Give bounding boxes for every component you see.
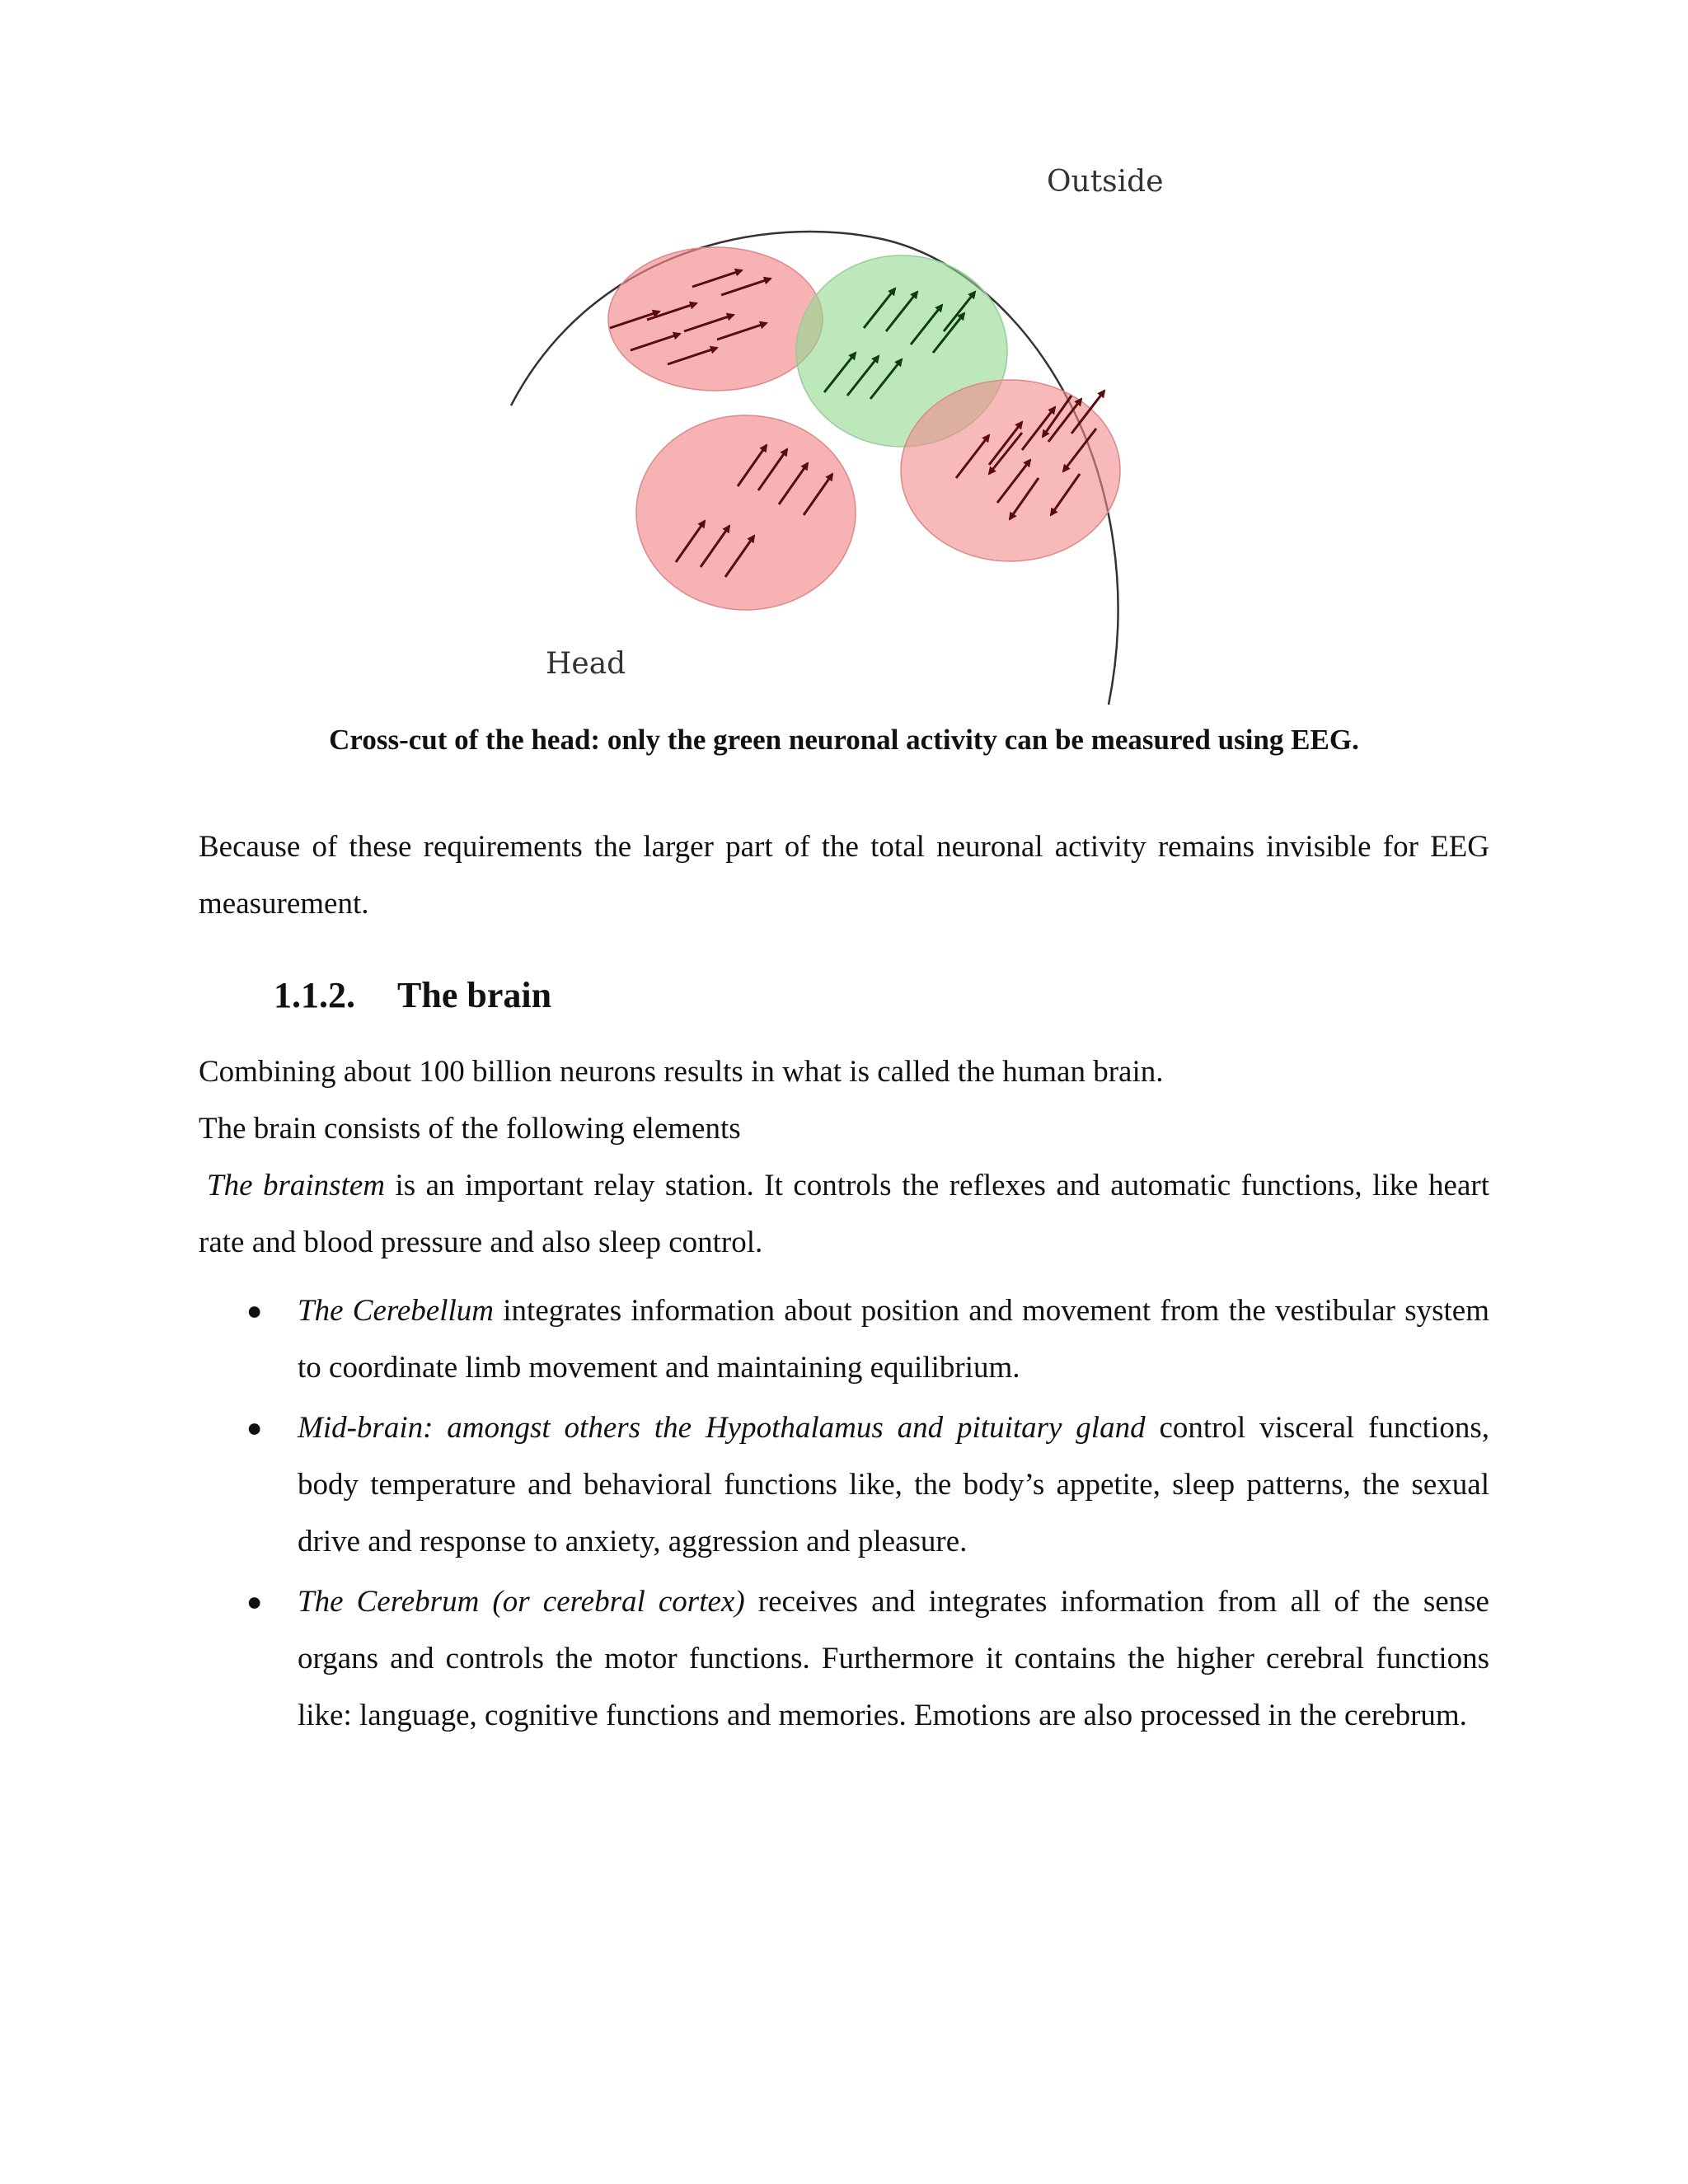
- brainstem-text: is an important relay station. It controls the reflexes and automatic functions, like heart rate and blood pressure and also sleep control.: [199, 1169, 1490, 1259]
- label-outside: Outside: [1047, 165, 1164, 199]
- section-heading: [274, 974, 551, 1016]
- cerebellum-text: integrates information about position and movement from the vestibular system to coordinate limb movement and maintaining equilibrium.: [298, 1294, 1489, 1385]
- cerebrum-term: The Cerebrum (or cerebral cortex): [298, 1585, 745, 1619]
- bullet-icon: ●: [246, 1586, 263, 1616]
- list-item-cerebrum: [199, 1573, 1489, 1744]
- paragraph-requirements: Because of these requirements the larger part of the total neuronal activity remains invisible for EEG measurement.: [199, 830, 1489, 921]
- bullet-icon: ●: [246, 1413, 263, 1442]
- list-item-cerebellum: [199, 1282, 1489, 1396]
- section-title: The brain: [397, 975, 552, 1015]
- mid-brain-text: control visceral functions, body temperature and behavioral functions like, the body’s appetite, sleep patterns, the sexual drive and response to anxiety, aggression and pleasure.: [298, 1411, 1489, 1558]
- eeg-head-diagram: [495, 148, 1170, 709]
- red-region-bottom-left: [636, 415, 856, 610]
- brain-elements-list: [199, 1282, 1489, 1747]
- brainstem-term: The brainstem: [207, 1169, 385, 1202]
- mid-brain-term: Mid-brain: amongst others the Hypothalamus and pituitary gland: [298, 1411, 1146, 1445]
- figure-caption: Cross-cut of the head: only the green neuronal activity can be measured using EEG.: [329, 724, 1359, 756]
- brainstem-paragraph: [199, 1157, 1489, 1271]
- list-item-mid-brain: [199, 1399, 1489, 1570]
- bullet-icon: ●: [246, 1296, 263, 1325]
- head-cross-section-svg: [495, 148, 1170, 709]
- intro-line-1: Combining about 100 billion neurons results in what is called the human brain.: [199, 1055, 1164, 1089]
- section-number: 1.1.2.: [274, 975, 355, 1015]
- red-region-right: [901, 380, 1120, 561]
- label-head: Head: [546, 647, 626, 681]
- cerebrum-text: receives and integrates information from all of the sense organs and controls the motor functions. Furthermore it contains the higher cerebral functions like: language, cognitive functions and memories. Emotions are also processed in the cerebrum.: [298, 1585, 1489, 1732]
- intro-line-2: The brain consists of the following elements: [199, 1112, 741, 1146]
- cerebellum-term: The Cerebellum: [298, 1294, 495, 1328]
